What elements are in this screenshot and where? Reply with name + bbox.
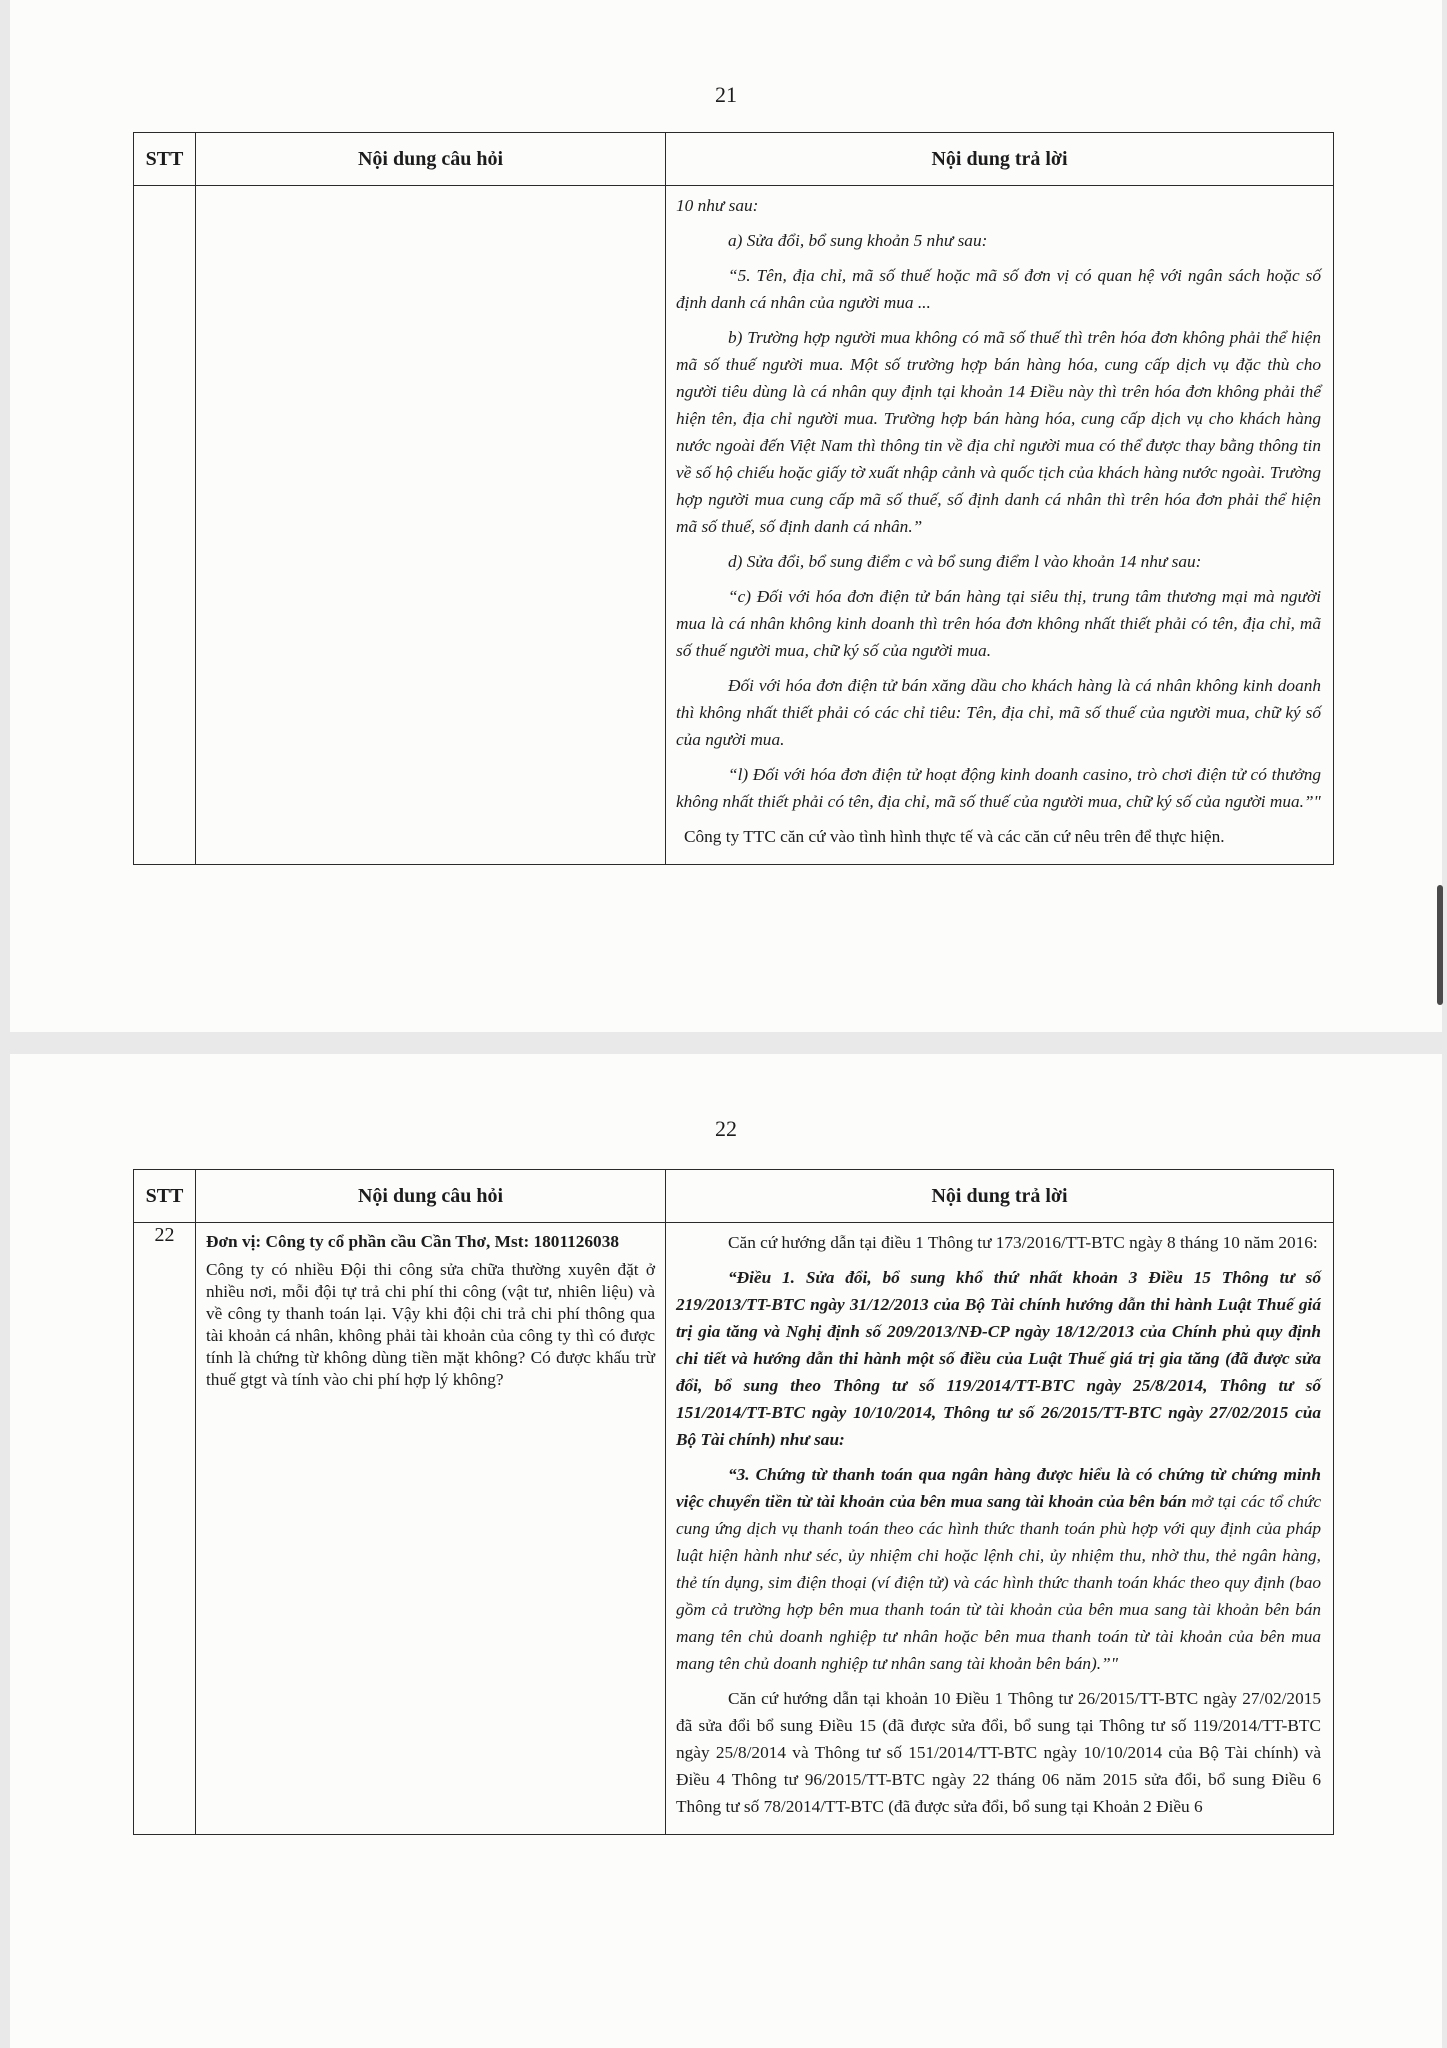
table-row [134, 1223, 1334, 1835]
scrollbar-thumb[interactable] [1437, 885, 1443, 1005]
table-header-row [134, 1170, 1334, 1223]
table-header-row [134, 133, 1334, 186]
answer-paragraph: Đối với hóa đơn điện tử bán xăng dầu cho khách hàng là cá nhân không kinh doanh thì không nhất thiết phải có các chỉ tiêu: Tên, địa chỉ, mã số thuế của người mua, chữ ký số của người mua. [676, 676, 1321, 749]
question-cell [196, 1223, 666, 1835]
answer-paragraph: d) Sửa đổi, bổ sung điểm c và bổ sung điểm l vào khoản 14 như sau: [728, 552, 1202, 571]
question-unit: Đơn vị: Công ty cổ phần cầu Cần Thơ, Mst: 1801126038 [206, 1232, 619, 1251]
answer-paragraph: “5. Tên, địa chỉ, mã số thuế hoặc mã số đơn vị có quan hệ với ngân sách hoặc số định danh cá nhân của người mua ... [676, 266, 1321, 312]
answer-paragraph [676, 1461, 1321, 1677]
answer-cell [666, 186, 1334, 865]
document-page-22 [10, 1054, 1442, 2048]
answer-paragraph: 10 như sau: [676, 196, 759, 215]
answer-paragraph: a) Sửa đổi, bổ sung khoản 5 như sau: [728, 231, 988, 250]
answer-cell [666, 1223, 1334, 1835]
page-number: 22 [715, 1116, 737, 1141]
stt-cell [134, 186, 196, 865]
header-question: Nội dung câu hỏi [196, 1170, 666, 1223]
page-number: 21 [715, 82, 737, 107]
question-cell [196, 186, 666, 865]
header-stt: STT [134, 1170, 196, 1223]
answer-paragraph: Căn cứ hướng dẫn tại khoản 10 Điều 1 Thông tư 26/2015/TT-BTC ngày 27/02/2015 đã sửa đổi bổ sung Điều 15 (đã được sửa đổi, bổ sung tại Thông tư số 119/2014/TT-BTC ngày 25/8/2014 và Thông tư số 151/2014/TT-BTC ngày 10/10/2014 của Bộ Tài chính) và Điều 4 Thông tư 96/2015/TT-BTC ngày 22 tháng 06 năm 2015 sửa đổi, bổ sung Điều 6 Thông tư số 78/2014/TT-BTC (đã được sửa đổi, bổ sung tại Khoản 2 Điều 6 [676, 1689, 1321, 1816]
question-text: Công ty có nhiều Đội thi công sửa chữa thường xuyên đặt ở nhiều nơi, mỗi đội tự trả chi phí thi công (vật tư, nhiên liệu) và về công ty thanh toán lại. Vậy khi đội chi trả chi phí thông qua tài khoản cá nhân, không phải tài khoản của công ty thì có được tính là chứng từ không dùng tiền mặt không? Có được khấu trừ thuế gtgt và tính vào chi phí hợp lý không? [206, 1260, 655, 1389]
header-stt: STT [134, 133, 196, 186]
answer-paragraph: b) Trường hợp người mua không có mã số thuế thì trên hóa đơn không phải thể hiện mã số thuế người mua. Một số trường hợp bán hàng hóa, cung cấp dịch vụ đặc thù cho người tiêu dùng là cá nhân quy định tại khoản 14 Điều này thì trên hóa đơn không phải thể hiện tên, địa chỉ người mua. Trường hợp bán hàng hóa, cung cấp dịch vụ cho khách hàng nước ngoài đến Việt Nam thì thông tin về địa chỉ người mua có thể được thay bằng thông tin về số hộ chiếu hoặc giấy tờ xuất nhập cảnh và quốc tịch của khách hàng nước ngoài. Trường hợp người mua cung cấp mã số thuế, số định danh cá nhân thì trên hóa đơn phải thể hiện mã số thuế, số định danh cá nhân.” [676, 328, 1322, 536]
header-question: Nội dung câu hỏi [196, 133, 666, 186]
answer-paragraph: Căn cứ hướng dẫn tại điều 1 Thông tư 173/2016/TT-BTC ngày 8 tháng 10 năm 2016: [728, 1233, 1318, 1252]
document-page-21 [10, 0, 1442, 1032]
answer-continuation: mở tại các tổ chức cung ứng dịch vụ thanh toán theo các hình thức thanh toán phù hợp với quy định của pháp luật hiện hành như séc, ủy nhiệm chi hoặc lệnh chi, ủy nhiệm thu, nhờ thu, thẻ ngân hàng, thẻ tín dụng, sim điện thoại (ví điện tử) và các hình thức thanh toán khác theo quy định (bao gồm cả trường hợp bên mua thanh toán từ tài khoản của bên mua sang tài khoản bên bán mang tên chủ doanh nghiệp tư nhân hoặc bên mua thanh toán từ tài khoản của bên mua mang tên chủ doanh nghiệp tư nhân sang tài khoản bên bán).”" [676, 1492, 1321, 1673]
stt-cell: 22 [134, 1223, 196, 1835]
answer-paragraph: “c) Đối với hóa đơn điện tử bán hàng tại siêu thị, trung tâm thương mại mà người mua là cá nhân không kinh doanh thì trên hóa đơn không nhất thiết phải có tên, địa chỉ, mã số thuế người mua, chữ ký số của người mua. [676, 587, 1321, 660]
answer-conclusion: Công ty TTC căn cứ vào tình hình thực tế và các căn cứ nêu trên để thực hiện. [684, 827, 1225, 846]
header-answer: Nội dung trả lời [666, 1170, 1334, 1223]
qa-table [133, 1169, 1334, 1835]
answer-paragraph: “Điều 1. Sửa đổi, bổ sung khổ thứ nhất khoản 3 Điều 15 Thông tư số 219/2013/TT-BTC ngày 31/12/2013 của Bộ Tài chính hướng dẫn thi hành Luật Thuế giá trị gia tăng và Nghị định số 209/2013/NĐ-CP ngày 18/12/2013 của Chính phủ quy định chi tiết và hướng dẫn thi hành một số điều của Luật Thuế giá trị gia tăng (đã được sửa đổi, bổ sung theo Thông tư số 119/2014/TT-BTC ngày 25/8/2014, Thông tư số 151/2014/TT-BTC ngày 10/10/2014, Thông tư số 26/2015/TT-BTC ngày 27/02/2015 của Bộ Tài chính) như sau: [676, 1268, 1321, 1449]
table-row [134, 186, 1334, 865]
answer-paragraph: “l) Đối với hóa đơn điện tử hoạt động kinh doanh casino, trò chơi điện tử có thưởng không nhất thiết phải có tên, địa chỉ, mã số thuế của người mua, chữ ký số của người mua.”" [676, 765, 1321, 811]
qa-table [133, 132, 1334, 865]
answer-emphasis: “3. Chứng từ thanh toán qua ngân hàng được hiểu là có chứng từ chứng minh việc chuyển tiền từ tài khoản của bên mua sang tài khoản của bên bán [676, 1465, 1321, 1511]
header-answer: Nội dung trả lời [666, 133, 1334, 186]
